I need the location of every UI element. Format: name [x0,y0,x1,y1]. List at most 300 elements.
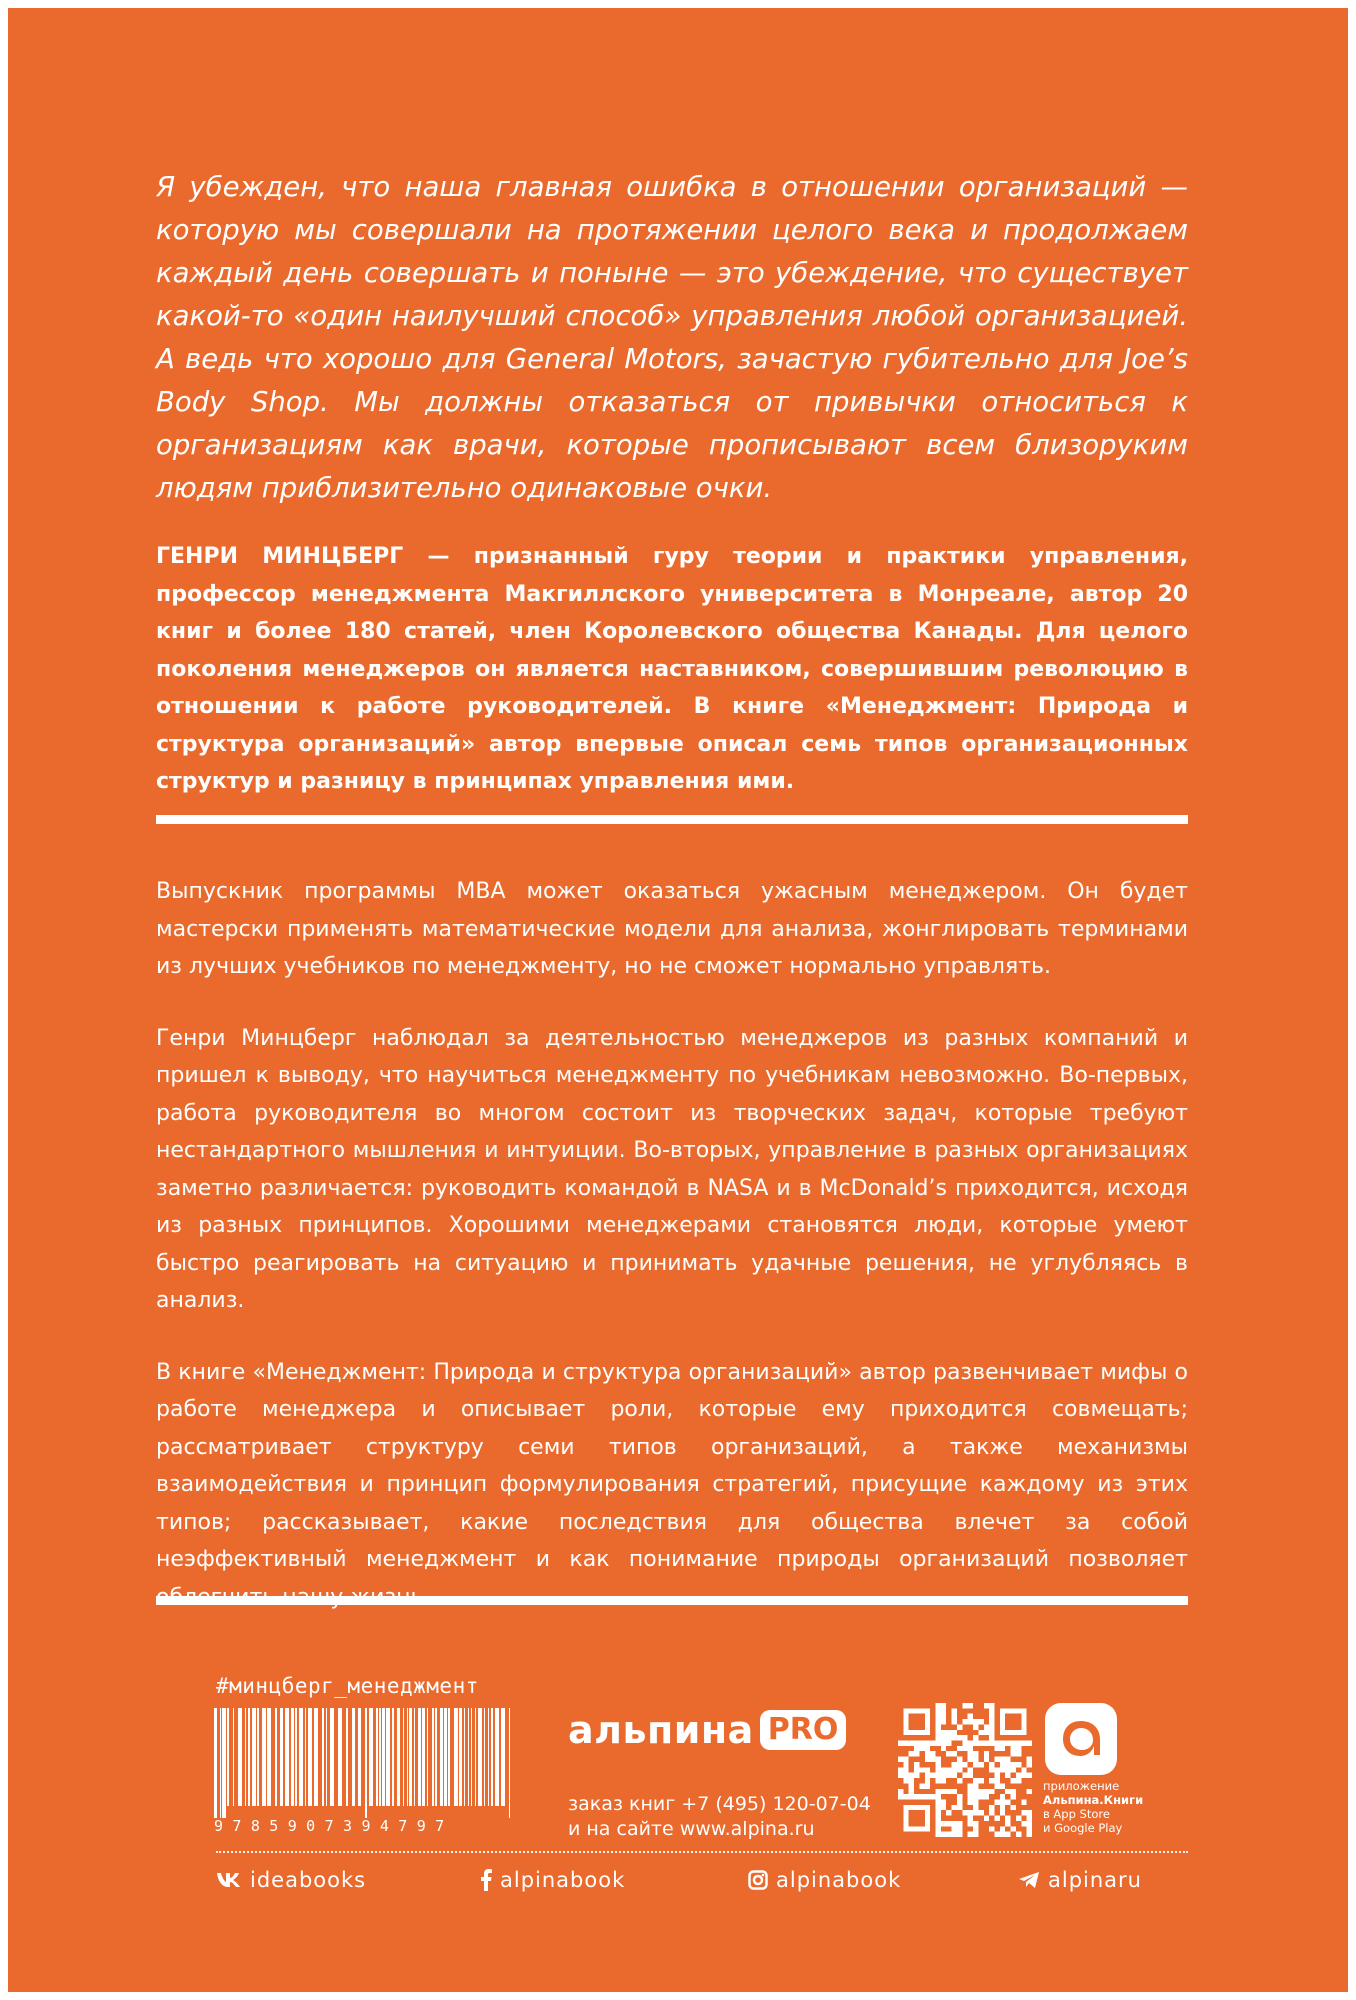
qr-cell [1016,1724,1021,1729]
qr-cell [930,1730,935,1735]
barcode-bar [475,1708,476,1806]
barcode-bar [484,1708,485,1806]
barcode-bar [509,1708,510,1818]
qr-cell [952,1746,957,1751]
instagram-handle: alpinabook [776,1868,902,1892]
qr-cell [909,1810,914,1815]
qr-cell [909,1719,914,1724]
qr-cell [989,1757,994,1762]
qr-cell [946,1708,951,1713]
qr-cell [898,1751,903,1756]
qr-cell [978,1816,983,1821]
barcode-bar [435,1708,437,1806]
back-cover [8,8,1348,1992]
footer-divider [216,1851,1188,1853]
qr-cell [941,1757,946,1762]
qr-cell [989,1773,994,1778]
qr-cell [962,1794,967,1799]
barcode-bar [248,1708,250,1806]
qr-cell [909,1799,914,1804]
qr-cell [984,1767,989,1772]
qr-cell [1016,1767,1021,1772]
qr-cell [978,1773,983,1778]
qr-code[interactable] [898,1703,1032,1837]
qr-cell [984,1719,989,1724]
qr-cell [989,1746,994,1751]
qr-cell [1021,1735,1026,1740]
qr-cell [984,1773,989,1778]
qr-cell [919,1703,924,1708]
publisher-name: альпина [568,1708,754,1752]
qr-cell [1027,1799,1032,1804]
qr-cell [930,1762,935,1767]
qr-cell [978,1821,983,1826]
barcode-bar [501,1708,505,1806]
qr-cell [919,1789,924,1794]
qr-cell [984,1708,989,1713]
qr-cell [957,1789,962,1794]
qr-cell [973,1773,978,1778]
barcode-bar [409,1708,412,1806]
qr-cell [914,1714,919,1719]
author-quote: Я убежден, что наша главная ошибка в отношении организаций — которую мы совершали на протяжении целого века и продолжаем каждый день совершать и поныне — это убеждение, что существует какой-то «один наилучший способ» управления любой организацией. А ведь что хорошо для General Motors, зачастую губительно для Joe’s Body Shop. Мы должны отказаться от привычки относиться к организациям как врачи, которые прописывают всем близоруким людям приблизительно одинаковые очки. [156,171,1188,504]
qr-cell [1027,1719,1032,1724]
qr-cell [984,1714,989,1719]
qr-cell [919,1757,924,1762]
qr-cell [962,1751,967,1756]
qr-cell [898,1805,903,1810]
barcode-bar [245,1708,246,1806]
barcode-bar [444,1708,447,1806]
barcode-bar [291,1708,294,1806]
qr-cell [1027,1783,1032,1788]
app-name: Альпина.Книги [1043,1793,1144,1807]
qr-cell [978,1746,983,1751]
qr-cell [1011,1783,1016,1788]
qr-cell [962,1799,967,1804]
qr-cell [1021,1703,1026,1708]
barcode-bar [338,1708,342,1806]
qr-cell [914,1703,919,1708]
qr-cell [957,1719,962,1724]
qr-cell [946,1746,951,1751]
qr-cell [968,1730,973,1735]
qr-cell [930,1778,935,1783]
qr-cell [952,1757,957,1762]
qr-cell [909,1735,914,1740]
qr-cell [1021,1816,1026,1821]
barcode-bar [386,1708,390,1806]
qr-cell [957,1773,962,1778]
qr-cell [1005,1810,1010,1815]
qr-cell [1027,1730,1032,1735]
qr-cell [946,1794,951,1799]
qr-cell [1027,1735,1032,1740]
qr-cell [1027,1751,1032,1756]
qr-cell [962,1778,967,1783]
qr-cell [994,1794,999,1799]
qr-cell [941,1810,946,1815]
barcode-bar [280,1708,283,1806]
qr-cell [1005,1714,1010,1719]
telegram-handle: alpinaru [1048,1868,1142,1892]
qr-cell [1016,1735,1021,1740]
barcode-bar [305,1708,306,1806]
qr-cell [994,1762,999,1767]
qr-cell [903,1751,908,1756]
qr-cell [919,1821,924,1826]
qr-cell [952,1783,957,1788]
qr-cell [1005,1826,1010,1831]
qr-cell [1005,1751,1010,1756]
qr-cell [898,1735,903,1740]
qr-cell [1000,1789,1005,1794]
qr-cell [946,1757,951,1762]
barcode-bar [326,1708,327,1806]
qr-cell [994,1719,999,1724]
qr-cell [984,1805,989,1810]
qr-cell [936,1746,941,1751]
app-line: приложение [1043,1779,1120,1793]
qr-cell [909,1767,914,1772]
qr-cell [925,1832,930,1837]
qr-cell [952,1724,957,1729]
qr-cell [1005,1724,1010,1729]
qr-cell [973,1708,978,1713]
qr-cell [898,1719,903,1724]
qr-cell [919,1719,924,1724]
barcode-bar [285,1708,289,1806]
qr-cell [1011,1719,1016,1724]
qr-cell [941,1783,946,1788]
barcode-bar [322,1708,324,1806]
qr-cell [978,1799,983,1804]
telegram-icon [1018,1871,1040,1889]
qr-cell [1005,1719,1010,1724]
qr-cell [1021,1783,1026,1788]
qr-cell [968,1826,973,1831]
qr-cell [909,1757,914,1762]
qr-cell [914,1810,919,1815]
qr-cell [1000,1751,1005,1756]
qr-cell [914,1799,919,1804]
order-info [568,1792,871,1842]
social-facebook[interactable] [480,1868,625,1892]
barcode-bar [418,1708,421,1806]
qr-cell [952,1778,957,1783]
qr-cell [919,1832,924,1837]
qr-cell [1011,1821,1016,1826]
qr-cell [973,1730,978,1735]
qr-cell [914,1783,919,1788]
qr-cell [914,1735,919,1740]
qr-cell [968,1805,973,1810]
barcode-bar [295,1708,297,1806]
barcode-bar [220,1708,221,1818]
qr-cell [957,1730,962,1735]
qr-cell [898,1832,903,1837]
barcode-bar [448,1708,450,1806]
qr-cell [1016,1783,1021,1788]
qr-cell [1027,1724,1032,1729]
qr-cell [914,1724,919,1729]
app-promo [1043,1779,1143,1835]
qr-cell [898,1826,903,1831]
barcode-bar [369,1708,373,1806]
qr-cell [1027,1794,1032,1799]
qr-cell [1027,1746,1032,1751]
qr-cell [946,1805,951,1810]
qr-cell [994,1805,999,1810]
barcode-bar [275,1708,277,1806]
divider-top [156,815,1188,824]
qr-cell [1000,1821,1005,1826]
qr-cell [1016,1714,1021,1719]
qr-cell [930,1799,935,1804]
vk-handle: ideabooks [250,1868,367,1892]
qr-cell [909,1724,914,1729]
qr-cell [968,1724,973,1729]
qr-cell [898,1746,903,1751]
barcode-bar [262,1708,266,1806]
qr-cell [925,1703,930,1708]
qr-cell [914,1778,919,1783]
qr-cell [962,1714,967,1719]
qr-cell [898,1724,903,1729]
qr-cell [957,1751,962,1756]
qr-cell [919,1816,924,1821]
qr-cell [898,1816,903,1821]
qr-cell [994,1751,999,1756]
qr-cell [1000,1773,1005,1778]
qr-cell [984,1826,989,1831]
barcode-bar [382,1708,385,1806]
qr-cell [946,1799,951,1804]
qr-cell [1016,1799,1021,1804]
qr-cell [903,1789,908,1794]
qr-cell [1011,1724,1016,1729]
qr-cell [994,1826,999,1831]
description-paragraph: Выпускник программы MBA может оказаться ужасным менеджером. Он будет мастерски применять математические модели для анализа, жонглировать терминами из лучших учебников по менеджменту, но не сможет нормально управлять. [156,879,1188,979]
qr-cell [973,1767,978,1772]
qr-cell [978,1735,983,1740]
barcode-bar [299,1708,303,1806]
qr-cell [1016,1826,1021,1831]
qr-cell [962,1783,967,1788]
qr-cell [984,1746,989,1751]
barcode-bar [392,1708,394,1806]
qr-cell [1005,1783,1010,1788]
qr-cell [909,1832,914,1837]
barcode-bar [471,1708,472,1806]
qr-cell [930,1810,935,1815]
qr-cell [1021,1789,1026,1794]
barcode-bar [488,1708,489,1806]
qr-cell [1021,1832,1026,1837]
instagram-icon [748,1870,768,1890]
qr-cell [1021,1805,1026,1810]
qr-cell [941,1816,946,1821]
qr-cell [952,1741,957,1746]
isbn-digits: 9785907394797 [214,1817,454,1835]
barcode-bar [214,1708,217,1818]
social-vk[interactable] [216,1868,366,1892]
qr-cell [1005,1746,1010,1751]
qr-cell [1005,1735,1010,1740]
qr-cell [994,1810,999,1815]
qr-cell [930,1708,935,1713]
qr-cell [946,1783,951,1788]
qr-cell [930,1789,935,1794]
qr-cell [1021,1762,1026,1767]
social-telegram[interactable] [1018,1868,1142,1892]
barcode-bar [267,1708,271,1806]
barcode-bar [238,1708,242,1806]
qr-cell [1011,1799,1016,1804]
qr-cell [930,1714,935,1719]
qr-cell [1021,1751,1026,1756]
qr-cell [973,1703,978,1708]
qr-cell [984,1783,989,1788]
qr-cell [919,1773,924,1778]
qr-cell [957,1783,962,1788]
qr-cell [1011,1810,1016,1815]
qr-cell [941,1751,946,1756]
qr-cell [946,1714,951,1719]
app-icon[interactable] [1045,1703,1117,1775]
qr-cell [1005,1794,1010,1799]
qr-cell [941,1762,946,1767]
barcode-bar [257,1708,259,1806]
alpina-logo-icon [1057,1715,1105,1763]
qr-cell [962,1730,967,1735]
qr-cell [978,1783,983,1788]
qr-cell [946,1762,951,1767]
divider-bottom [156,1596,1188,1605]
barcode-bar [459,1708,462,1806]
qr-cell [1027,1778,1032,1783]
qr-cell [1021,1778,1026,1783]
barcode-bar [222,1708,226,1818]
qr-cell [1016,1805,1021,1810]
qr-cell [994,1703,999,1708]
qr-cell [994,1714,999,1719]
qr-cell [898,1783,903,1788]
qr-cell [973,1746,978,1751]
qr-cell [962,1708,967,1713]
qr-cell [984,1778,989,1783]
qr-cell [930,1703,935,1708]
qr-cell [957,1816,962,1821]
qr-cell [1016,1789,1021,1794]
qr-cell [978,1805,983,1810]
hashtag: #минцберг_менеджмент [216,1674,479,1698]
qr-cell [957,1703,962,1708]
qr-cell [973,1714,978,1719]
order-site: и на сайте www.alpina.ru [568,1818,815,1840]
qr-cell [962,1757,967,1762]
barcode-bar [468,1708,469,1806]
qr-cell [903,1832,908,1837]
barcode-bar [478,1708,482,1806]
qr-cell [946,1719,951,1724]
qr-cell [989,1821,994,1826]
qr-cell [1011,1703,1016,1708]
qr-cell [962,1816,967,1821]
qr-cell [984,1762,989,1767]
qr-cell [919,1778,924,1783]
barcode-bar [233,1708,234,1806]
qr-cell [919,1714,924,1719]
qr-cell [1000,1735,1005,1740]
qr-cell [1027,1805,1032,1810]
facebook-icon [480,1869,492,1891]
qr-cell [1027,1703,1032,1708]
qr-cell [925,1762,930,1767]
barcode-bar [407,1708,408,1806]
qr-cell [914,1757,919,1762]
qr-cell [957,1741,962,1746]
qr-cell [930,1767,935,1772]
qr-cell [962,1821,967,1826]
qr-cell [989,1751,994,1756]
qr-cell [984,1810,989,1815]
qr-cell [994,1708,999,1713]
qr-cell [1021,1757,1026,1762]
qr-cell [909,1714,914,1719]
qr-cell [962,1826,967,1831]
qr-cell [914,1719,919,1724]
qr-cell [919,1799,924,1804]
qr-cell [898,1708,903,1713]
barcode-bar [252,1708,256,1806]
social-instagram[interactable] [748,1868,901,1892]
barcode-bar [422,1708,425,1806]
qr-cell [898,1703,903,1708]
qr-cell [968,1708,973,1713]
qr-cell [914,1789,919,1794]
qr-cell [919,1810,924,1815]
qr-cell [936,1751,941,1756]
qr-cell [946,1816,951,1821]
barcode-bar [314,1708,318,1806]
qr-cell [898,1762,903,1767]
qr-cell [946,1703,951,1708]
qr-cell [952,1810,957,1815]
barcode [214,1708,514,1818]
qr-cell [984,1832,989,1837]
order-phone: заказ книг +7 (495) 120-07-04 [568,1793,871,1815]
qr-cell [978,1751,983,1756]
barcode-bar [464,1708,465,1806]
qr-cell [1027,1767,1032,1772]
qr-cell [952,1799,957,1804]
barcode-bar [330,1708,334,1806]
qr-cell [914,1832,919,1837]
qr-cell [1027,1714,1032,1719]
qr-cell [1021,1794,1026,1799]
qr-cell [989,1832,994,1837]
qr-cell [984,1799,989,1804]
qr-cell [946,1826,951,1831]
barcode-bar [432,1708,434,1806]
qr-cell [989,1816,994,1821]
qr-cell [1016,1757,1021,1762]
description-paragraph: В книге «Менеджмент: Природа и структура организаций» автор развенчивает мифы о работе менеджера и описывает роли, которые ему приходится совмещать; рассматривает структуру семи типов организаций, а также механизмы взаимодействия и принцип формулирования стратегий, присущие каждому из этих типов; рассказывает, какие последствия для общества влечет за собой неэффективный менеджмент и как понимание природы организаций позволяет [156,1359,1188,1572]
qr-cell [1000,1816,1005,1821]
qr-cell [941,1724,946,1729]
barcode-bar [397,1708,400,1806]
